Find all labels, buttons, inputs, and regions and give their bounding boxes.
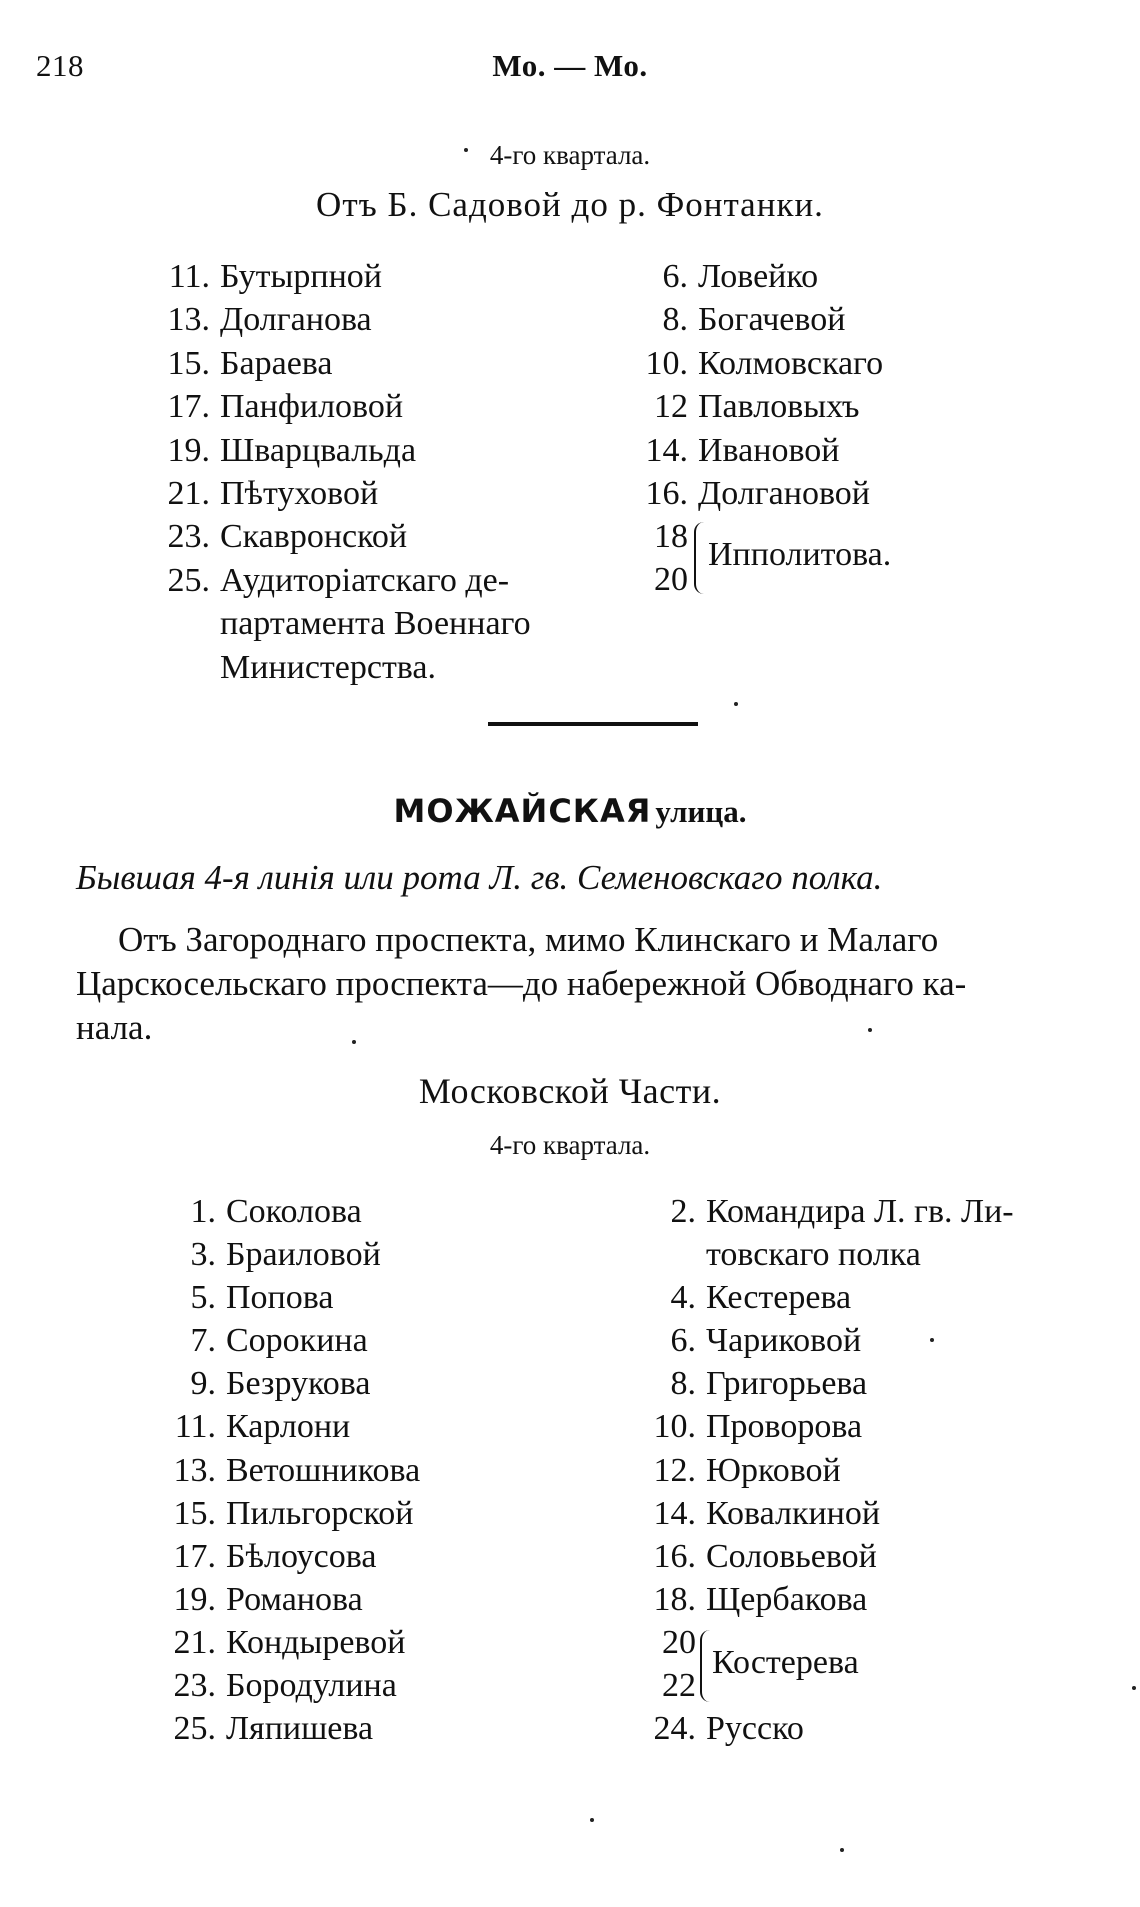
list-item: 19. Шварцвальда — [167, 431, 417, 469]
list-item: 4. Кестерева — [670, 1279, 852, 1317]
list-item: 2. Командира Л. гв. Ли- — [670, 1193, 1014, 1230]
list-item: 9. Безрукова — [190, 1365, 371, 1403]
list-item: 10. Колмовскаго — [645, 344, 884, 382]
list-item: 10. Проворова — [653, 1408, 863, 1446]
list-item: 1. Соколова — [190, 1193, 362, 1230]
page-number: 218 — [36, 48, 84, 83]
quarter-heading-2: 4-го квартала. — [489, 1130, 651, 1160]
part2-left-list — [150, 1190, 420, 1750]
list-item: 23. Скавронской — [167, 518, 408, 556]
list-item: 8. Григорьева — [670, 1365, 868, 1403]
list-item: 6. Чариковой — [670, 1322, 862, 1360]
list-item: 24. Русско — [653, 1710, 804, 1748]
section-divider — [488, 722, 698, 726]
list-item: 25. Ляпишева — [173, 1710, 374, 1748]
list-item: 11. Карлони — [174, 1408, 351, 1446]
list-item: 21. Пѣтуховой — [167, 475, 379, 513]
street-title: МОЖАЙСКАЯ — [393, 792, 652, 830]
list-item: 12. Юрковой — [653, 1451, 841, 1489]
list-item: 13. Долганова — [167, 301, 372, 339]
list-item: 12 Павловыхъ — [654, 388, 860, 426]
street-word: улица. — [655, 794, 747, 829]
list-item: 21. Кондыревой — [173, 1623, 406, 1661]
print-speck — [590, 1818, 594, 1822]
list-item: 19. Романова — [173, 1580, 363, 1618]
brace-num: 20 — [662, 1623, 696, 1661]
list-item-continuation: партамента Военнаго — [220, 605, 531, 643]
list-item: 25. Аудиторіатскаго де- — [167, 561, 510, 599]
list-item: 7. Сорокина — [190, 1322, 368, 1360]
route-line-2: Царскосельскаго проспекта—до набережной Обводнаго ка- — [76, 964, 967, 1003]
list-item: 18. Щербакова — [653, 1580, 868, 1618]
brace-name: Костерева — [712, 1644, 859, 1681]
brace-num: 22 — [662, 1667, 696, 1705]
list-item: 13. Ветошникова — [173, 1451, 421, 1489]
part1-brace-nums: 18 20 — [654, 518, 688, 599]
list-item-continuation: товскаго полка — [706, 1236, 921, 1274]
print-speck — [464, 148, 468, 152]
list-item: 23. Бородулина — [173, 1667, 397, 1705]
route-line-1: Отъ Загороднаго проспекта, мимо Клинскаго и Малаго — [118, 920, 939, 959]
print-speck — [352, 1040, 356, 1044]
print-speck — [868, 1028, 872, 1032]
list-item: 16. Долгановой — [645, 475, 870, 513]
route-line-3: нала. — [76, 1008, 153, 1047]
list-item: 5. Попова — [190, 1279, 334, 1317]
quarter-heading-1: 4-го квартала. — [489, 140, 651, 170]
part1-left-list — [150, 255, 531, 689]
print-speck — [1132, 1686, 1136, 1690]
district-heading: Московской Части. — [418, 1071, 722, 1111]
list-item: 16. Соловьевой — [653, 1537, 877, 1575]
list-item: 14. Ивановой — [645, 431, 840, 469]
print-speck — [930, 1338, 934, 1342]
brace-mark — [700, 1630, 712, 1702]
street-heading — [0, 792, 1140, 830]
route-heading-1: Отъ Б. Садовой до р. Фонтанки. — [316, 185, 824, 224]
former-name: Бывшая 4-я линія или рота Л. гв. Семеновскаго полка. — [76, 858, 883, 897]
list-item: 11. Бутырпной — [168, 258, 382, 295]
list-item: 15. Бараева — [167, 344, 333, 382]
list-item: 17. Панфиловой — [167, 388, 404, 426]
list-item: 15. Пильгорской — [173, 1494, 414, 1532]
list-item: 6. Ловейко — [662, 258, 819, 295]
list-item: 3. Браиловой — [190, 1236, 381, 1274]
list-item: 17. Бѣлоусова — [173, 1537, 377, 1575]
running-head: Мо. — Мо. — [492, 48, 648, 83]
part1-right-list — [630, 255, 883, 515]
list-item-continuation: Министерства. — [220, 648, 437, 686]
print-speck — [734, 702, 738, 706]
brace-mark — [694, 522, 706, 594]
list-item: 14. Ковалкиной — [653, 1494, 881, 1532]
list-item: 8. Богачевой — [662, 301, 846, 339]
brace-name: Ипполитова. — [708, 536, 892, 573]
print-speck — [840, 1848, 844, 1852]
